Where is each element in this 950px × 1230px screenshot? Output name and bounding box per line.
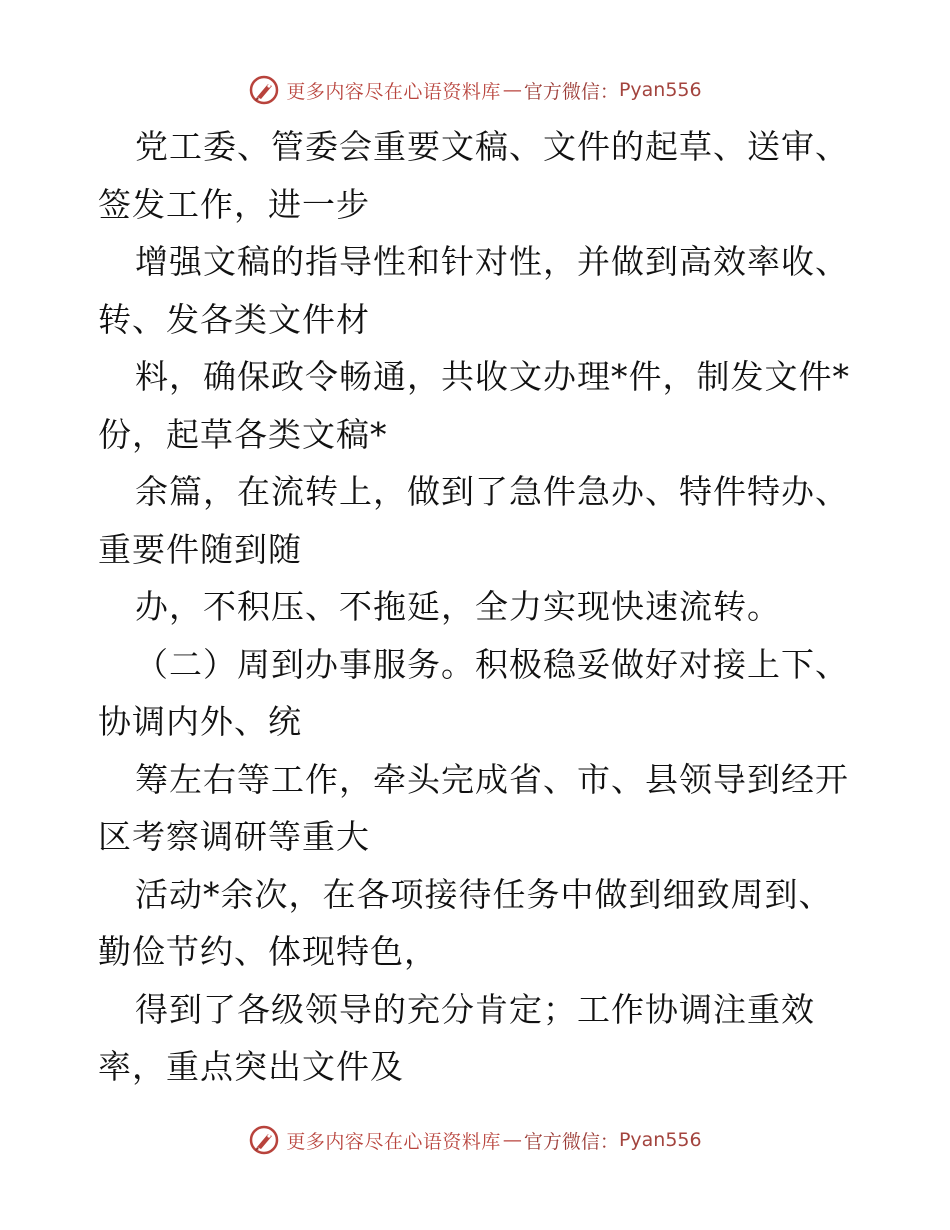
watermark-site-text: 更多内容尽在心语资料库 — [286, 80, 501, 103]
body-line: 重要件随到随 — [98, 529, 302, 569]
body-line: 得到了各级领导的充分肯定；工作协调注重效 — [135, 989, 815, 1029]
document-body — [98, 118, 878, 1096]
body-line: 份，起草各类文稿* — [98, 414, 388, 454]
body-line: 筹左右等工作，牵头完成省、市、县领导到经开 — [135, 759, 849, 799]
watermark-wechat-label: 官方微信： — [523, 1130, 619, 1153]
pen-nib-logo-icon — [248, 74, 280, 106]
body-line: 料，确保政令畅通，共收文办理*件，制发文件* — [135, 357, 850, 396]
body-line: 签发工作，进一步 — [98, 184, 370, 224]
body-line: 区考察调研等重大 — [98, 817, 370, 856]
section-heading-line: （二）周到办事服务。积极稳妥做好对接上下、 — [135, 644, 849, 684]
body-line: 率，重点突出文件及 — [98, 1047, 404, 1086]
body-line: 党工委、管委会重要文稿、文件的起草、送审、 — [135, 127, 849, 166]
watermark-wechat-id: Pyan556 — [618, 1129, 702, 1151]
watermark-separator: — — [502, 1129, 522, 1151]
footer-watermark — [0, 1120, 950, 1160]
watermark-wechat-label: 官方微信： — [523, 80, 619, 103]
header-watermark — [0, 70, 950, 110]
watermark-wechat-id: Pyan556 — [618, 79, 702, 101]
body-line: 增强文稿的指导性和针对性，并做到高效率收、 — [135, 242, 849, 281]
watermark-separator: — — [502, 79, 522, 101]
body-line: 转、发各类文件材 — [98, 299, 370, 339]
body-line: 办，不积压、不拖延，全力实现快速流转。 — [135, 587, 781, 626]
body-line: 协调内外、统 — [98, 702, 302, 741]
body-line: 活动*余次，在各项接待任务中做到细致周到、 — [135, 874, 833, 914]
watermark-site-text: 更多内容尽在心语资料库 — [286, 1130, 501, 1153]
body-line: 余篇，在流转上，做到了急件急办、特件特办、 — [135, 472, 849, 511]
body-line: 勤俭节约、体现特色， — [98, 932, 438, 971]
pen-nib-logo-icon — [248, 1124, 280, 1156]
